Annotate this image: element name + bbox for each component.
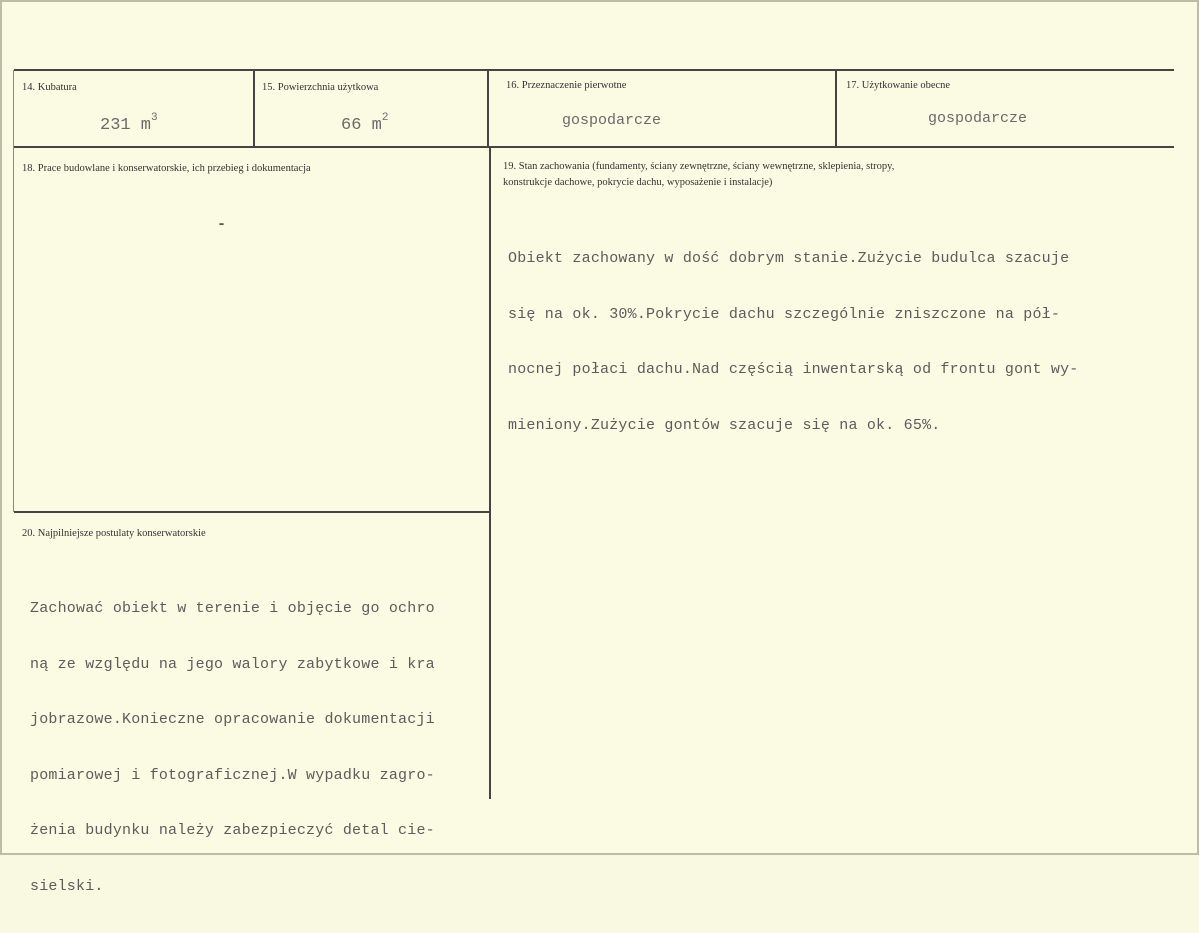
field-16-value: gospodarcze [562, 112, 662, 129]
field-19-text [508, 213, 1079, 472]
field-15-unit-exponent: 2 [381, 112, 389, 124]
field-20-text-line: pomiarowej i fotograficznej.W wypadku zagro- [30, 766, 435, 784]
field-19-text-line: mieniony.Zużycie gontów szacuje się na ok. 65%. [508, 416, 941, 434]
field-14-label: 14. Kubatura [22, 82, 77, 93]
field-20-label: 20. Najpilniejsze postulaty konserwatorskie [22, 528, 206, 539]
field-20-text-line: sielski. [30, 877, 104, 895]
col-divider-3 [835, 70, 837, 147]
field-18-value: - [217, 216, 227, 233]
field-15-value [341, 112, 388, 135]
field-15-number: 66 m [341, 116, 382, 135]
field-14-unit-exponent: 3 [151, 112, 158, 124]
field-19-text-line: Obiekt zachowany w dość dobrym stanie.Zużycie budulca szacuje [508, 250, 1070, 267]
field-19-label-line-1: 19. Stan zachowania (fundamenty, ściany zewnętrzne, ściany wewnętrzne, sklepienia, stropy, [503, 161, 895, 172]
field-14-value [100, 112, 158, 135]
main-divider [489, 147, 491, 799]
col-divider-1 [253, 70, 255, 147]
field-17-value: gospodarcze [928, 110, 1028, 127]
row2-mid-rule [14, 511, 490, 513]
field-15-label: 15. Powierzchnia użytkowa [262, 82, 379, 93]
field-20-text-line: żenia budynku należy zabezpieczyć detal cie- [30, 822, 435, 839]
field-20-text-line: jobrazowe.Konieczne opracowanie dokumentacji [30, 711, 435, 728]
field-16-label: 16. Przeznaczenie pierwotne [506, 80, 627, 91]
field-19-text-line: nocnej połaci dachu.Nad częścią inwentarską od frontu gont wy- [508, 361, 1079, 378]
field-19-label-line-2: konstrukcje dachowe, pokrycie dachu, wyposażenie i instalacje) [503, 177, 773, 188]
field-18-label: 18. Prace budowlane i konserwatorskie, ich przebieg i dokumentacja [22, 163, 311, 174]
field-20-text-line: Zachować obiekt w terenie i objęcie go ochro [30, 600, 435, 617]
field-20-text-line: ną ze względu na jego walory zabytkowe i kra [30, 655, 435, 673]
field-14-number: 231 m [100, 116, 152, 135]
field-19-text-line: się na ok. 30%.Pokrycie dachu szczególnie zniszczone na pół- [508, 305, 1061, 323]
field-20-text [30, 563, 435, 933]
col-divider-2 [487, 70, 489, 147]
row1-bottom-rule [14, 146, 1174, 148]
left-edge [13, 70, 14, 512]
top-rule [14, 69, 1174, 71]
field-17-label: 17. Użytkowanie obecne [846, 80, 951, 91]
